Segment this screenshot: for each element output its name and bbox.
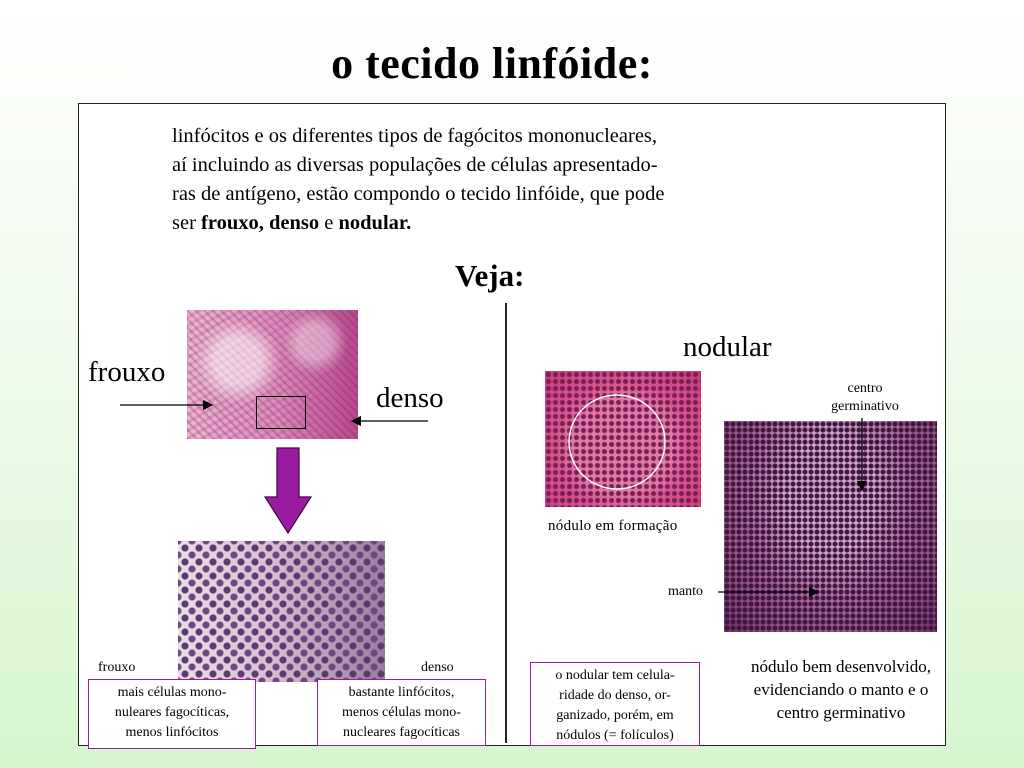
note-nodular-line: ganizado, porém, em: [556, 708, 674, 723]
slide-title: o tecido linfóide:: [331, 39, 653, 88]
intro-line-4: [172, 209, 892, 238]
label-frouxo-small: frouxo: [98, 660, 136, 675]
note-denso-line: bastante linfócitos,: [348, 685, 455, 700]
note-denso-line: nucleares fagocíticas: [343, 725, 460, 740]
note-nodular-line: nódulos (= folículos): [556, 728, 674, 743]
note-denso-line: menos células mono-: [342, 705, 461, 720]
micrograph-magnified: [178, 541, 385, 682]
micrograph-nodulo-desenvolvido: [724, 421, 937, 632]
label-manto: manto: [668, 584, 703, 599]
label-centro-germinativo: [820, 380, 910, 416]
intro-text: [172, 122, 892, 238]
intro-line-4-end: .: [406, 212, 412, 234]
veja-heading: Veja:: [455, 258, 525, 293]
note-frouxo-line: menos linfócitos: [125, 725, 219, 740]
label-centro-line-2: germinativo: [831, 399, 899, 414]
label-nodular: nodular: [683, 331, 772, 363]
note-denso: [317, 679, 486, 746]
intro-bold-nodular: nodular: [338, 212, 407, 234]
zoom-region-box: [256, 396, 306, 429]
note-frouxo-line: nuleares fagocíticas,: [114, 705, 230, 720]
down-arrow-icon: [264, 447, 312, 535]
label-centro-line-1: centro: [847, 381, 883, 396]
label-nodulo-desenvolvido: [731, 655, 951, 724]
micrograph-nodulo-formacao: [545, 371, 701, 507]
label-nodulo-formacao: nódulo em formação: [548, 518, 678, 534]
intro-bold-types: frouxo, denso: [201, 212, 320, 234]
intro-line-2: aí incluindo as diversas populações de células apresentado-: [172, 154, 658, 176]
label-nbd-line-1: nódulo bem desenvolvido,: [751, 657, 931, 676]
note-frouxo-line: mais células mono-: [117, 685, 227, 700]
label-frouxo: frouxo: [88, 356, 166, 388]
intro-line-3: ras de antígeno, estão compondo o tecido linfóide, que pode: [172, 183, 665, 205]
intro-line-1: linfócitos e os diferentes tipos de fagócitos mononucleares,: [172, 125, 658, 147]
note-nodular: [530, 662, 700, 746]
label-nbd-line-3: centro germinativo: [776, 703, 906, 722]
intro-line-4-prefix: ser: [172, 212, 202, 234]
vertical-divider: [505, 303, 507, 743]
note-nodular-line: ridade do denso, or-: [559, 688, 671, 703]
note-nodular-line: o nodular tem celula-: [555, 668, 675, 683]
label-denso: denso: [376, 382, 444, 414]
label-nbd-line-2: evidenciando o manto e o: [753, 680, 929, 699]
note-frouxo: [88, 679, 256, 749]
intro-line-4-mid: e: [319, 212, 339, 234]
label-denso-small: denso: [421, 660, 454, 675]
